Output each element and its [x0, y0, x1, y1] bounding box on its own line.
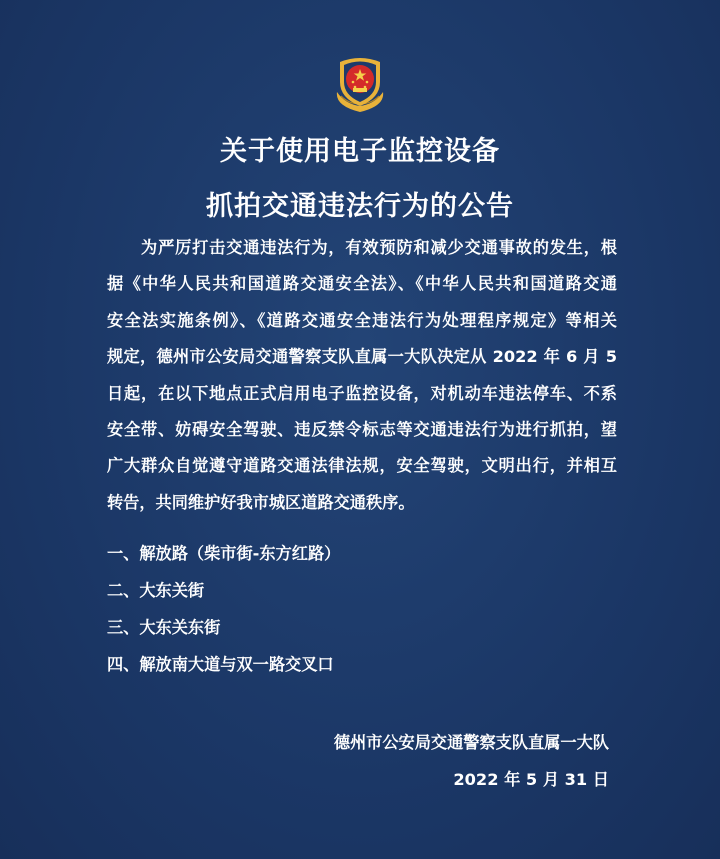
- date: 2022 年 5 月 31 日: [453, 770, 609, 789]
- announcement-body: [107, 230, 617, 521]
- location-item-4: 四、解放南大道与双一路交叉口: [107, 655, 334, 674]
- location-item-1: 一、解放路（柴市街-东方红路）: [107, 544, 341, 563]
- police-emblem-icon: [331, 52, 389, 114]
- body-line: 转告，共同维护好我市城区道路交通秩序。: [107, 492, 415, 512]
- body-line: 广大群众自觉遵守道路交通法律法规，安全驾驶，文明出行，并相互: [107, 456, 617, 476]
- body-line: 规定，德州市公安局交通警察支队直属一大队决定从 2022 年 6 月 5: [107, 347, 617, 367]
- body-line: 据《中华人民共和国道路交通安全法》、《中华人民共和国道路交通: [107, 274, 617, 294]
- location-item-2: 二、大东关街: [107, 581, 205, 600]
- body-line: 安全带、妨碍安全驾驶、违反禁令标志等交通违法行为进行抓拍，望: [107, 420, 617, 440]
- location-item-3: 三、大东关东街: [107, 618, 221, 637]
- body-line: 为严厉打击交通违法行为，有效预防和减少交通事故的发生，根: [107, 238, 617, 257]
- title-line-2: 抓拍交通违法行为的公告: [206, 191, 514, 222]
- body-line: 安全法实施条例》、《道路交通安全违法行为处理程序规定》等相关: [107, 310, 617, 330]
- title-line-1: 关于使用电子监控设备: [220, 136, 500, 167]
- body-line: 日起，在以下地点正式启用电子监控设备，对机动车违法停车、不系: [107, 383, 617, 403]
- signature: 德州市公安局交通警察支队直属一大队: [333, 733, 609, 752]
